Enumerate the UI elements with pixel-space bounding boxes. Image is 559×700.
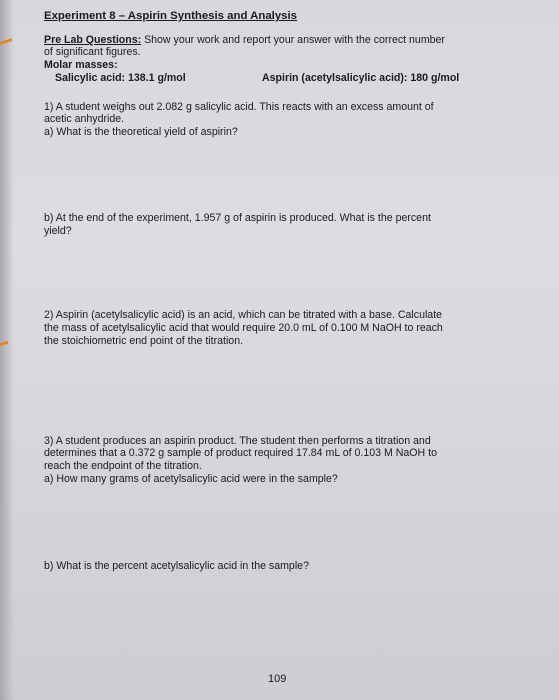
question-3: 3) A student produces an aspirin product. The student then performs a titration and xyxy=(44,435,431,447)
instruction-text: Show your work and report your answer with the correct number xyxy=(141,34,445,46)
question-1-cont: acetic anhydride. xyxy=(44,113,125,125)
instruction-text-cont: of significant figures. xyxy=(44,46,141,58)
question-3a: a) How many grams of acetylsalicylic acid were in the sample? xyxy=(44,473,338,485)
question-3-cont2: reach the endpoint of the titration. xyxy=(44,460,202,472)
question-3b: b) What is the percent acetylsalicylic acid in the sample? xyxy=(44,560,309,572)
page-title: Experiment 8 – Aspirin Synthesis and Analysis xyxy=(44,10,298,22)
aspirin-molar-mass: Aspirin (acetylsalicylic acid): 180 g/mol xyxy=(262,72,460,84)
salicylic-molar-mass: Salicylic acid: 138.1 g/mol xyxy=(55,72,186,84)
question-3-cont: determines that a 0.372 g sample of product required 17.84 mL of 0.103 M NaOH to xyxy=(44,447,437,459)
question-2-cont: the mass of acetylsalicylic acid that would require 20.0 mL of 0.100 M NaOH to reach xyxy=(44,322,443,334)
molar-masses-heading: Molar masses: xyxy=(44,59,118,71)
prelab-heading: Pre Lab Questions: xyxy=(44,34,142,46)
question-1: 1) A student weighs out 2.082 g salicylic acid. This reacts with an excess amount of xyxy=(44,101,434,113)
question-2: 2) Aspirin (acetylsalicylic acid) is an acid, which can be titrated with a base. Calculate xyxy=(44,309,443,321)
page-edge-shadow xyxy=(0,0,14,700)
question-1b-cont: yield? xyxy=(44,225,72,237)
question-2-cont2: the stoichiometric end point of the titration. xyxy=(44,335,244,347)
instructions xyxy=(44,34,445,47)
question-1b: b) At the end of the experiment, 1.957 g of aspirin is produced. What is the percent xyxy=(44,212,431,224)
page-number: 109 xyxy=(268,673,287,685)
question-1a: a) What is the theoretical yield of aspirin? xyxy=(44,126,238,138)
